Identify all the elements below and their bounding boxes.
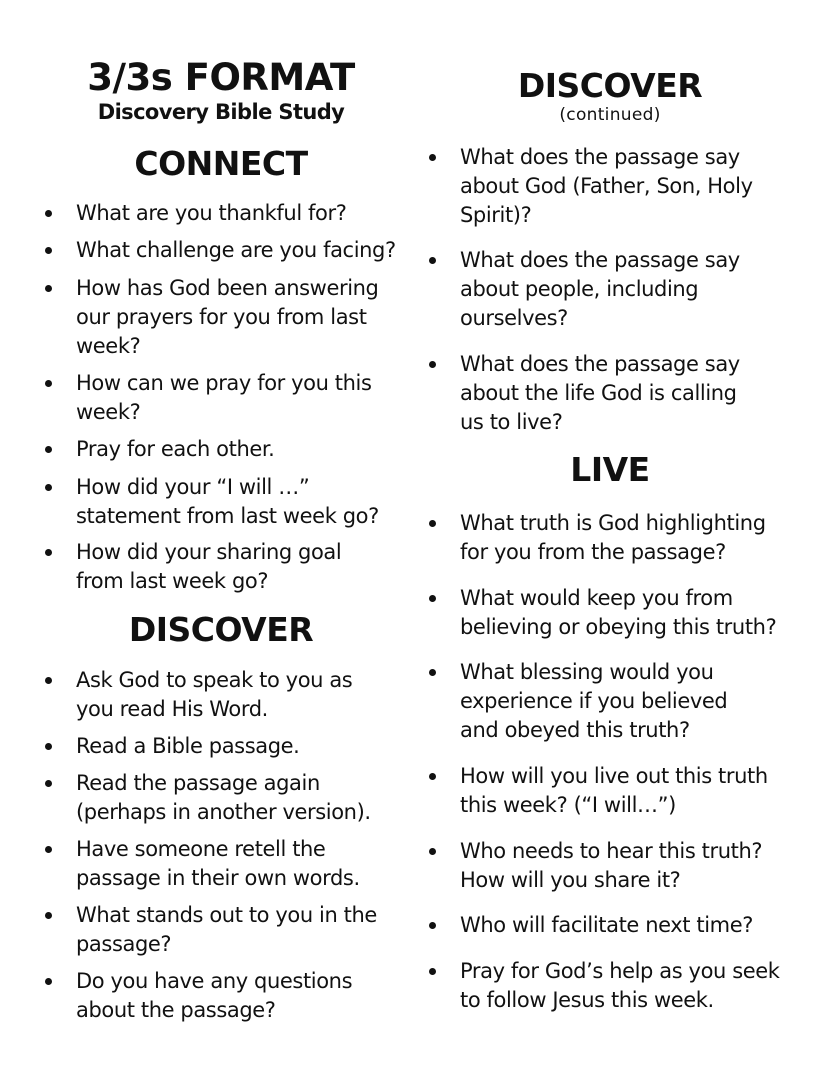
list-item: Read the passage again (perhaps in another version).: [0, 769, 420, 827]
bullet-icon: [429, 595, 436, 602]
list-item: How will you live out this truth this week? (“I will…”): [0, 762, 815, 820]
bullet-icon: [429, 773, 436, 780]
list-item: How did your sharing goal from last week go?: [0, 538, 420, 596]
list-item: Ask God to speak to you as you read His Word.: [0, 666, 420, 724]
bullet-icon: [429, 154, 436, 161]
list-item: What blessing would you experience if you believed and obeyed this truth?: [0, 658, 815, 745]
list-item: What would keep you from believing or obeying this truth?: [0, 584, 815, 642]
bullet-icon: [429, 669, 436, 676]
list-item: Pray for God’s help as you seek to follow Jesus this week.: [0, 957, 815, 1015]
list-item: What stands out to you in the passage?: [0, 901, 420, 959]
list-item: What does the passage say about people, including ourselves?: [0, 246, 815, 333]
bullet-icon: [429, 361, 436, 368]
list-item: How did your “I will …” statement from last week go?: [0, 473, 420, 531]
list-item: What are you thankful for?: [0, 199, 420, 228]
list-item: Have someone retell the passage in their own words.: [0, 835, 420, 893]
live-heading: LIVE: [570, 450, 650, 489]
list-item: What does the passage say about the life God is calling us to live?: [0, 350, 815, 437]
list-item: Who will facilitate next time?: [0, 911, 815, 940]
list-item: Read a Bible passage.: [0, 732, 420, 761]
continued-note: (continued): [559, 105, 661, 125]
bullet-icon: [45, 446, 52, 453]
list-item: Do you have any questions about the passage?: [0, 967, 420, 1025]
bullet-icon: [429, 968, 436, 975]
page-title: 3/3s FORMAT: [87, 56, 355, 99]
bullet-icon: [45, 484, 52, 491]
bullet-icon: [429, 520, 436, 527]
bullet-icon: [429, 848, 436, 855]
list-item: What does the passage say about God (Father, Son, Holy Spirit)?: [0, 143, 815, 230]
list-item: Pray for each other.: [0, 435, 420, 464]
list-item: What challenge are you facing?: [0, 236, 420, 265]
bullet-icon: [429, 257, 436, 264]
discover-continued-heading: DISCOVER: [517, 66, 703, 105]
discover-heading: DISCOVER: [128, 610, 314, 649]
list-item: How has God been answering our prayers for you from last week?: [0, 274, 420, 361]
list-item: What truth is God highlighting for you from the passage?: [0, 509, 815, 567]
connect-heading: CONNECT: [134, 144, 308, 183]
bullet-icon: [429, 922, 436, 929]
page-subtitle: Discovery Bible Study: [97, 100, 345, 124]
list-item: How can we pray for you this week?: [0, 369, 420, 427]
list-item: Who needs to hear this truth? How will you share it?: [0, 837, 815, 895]
